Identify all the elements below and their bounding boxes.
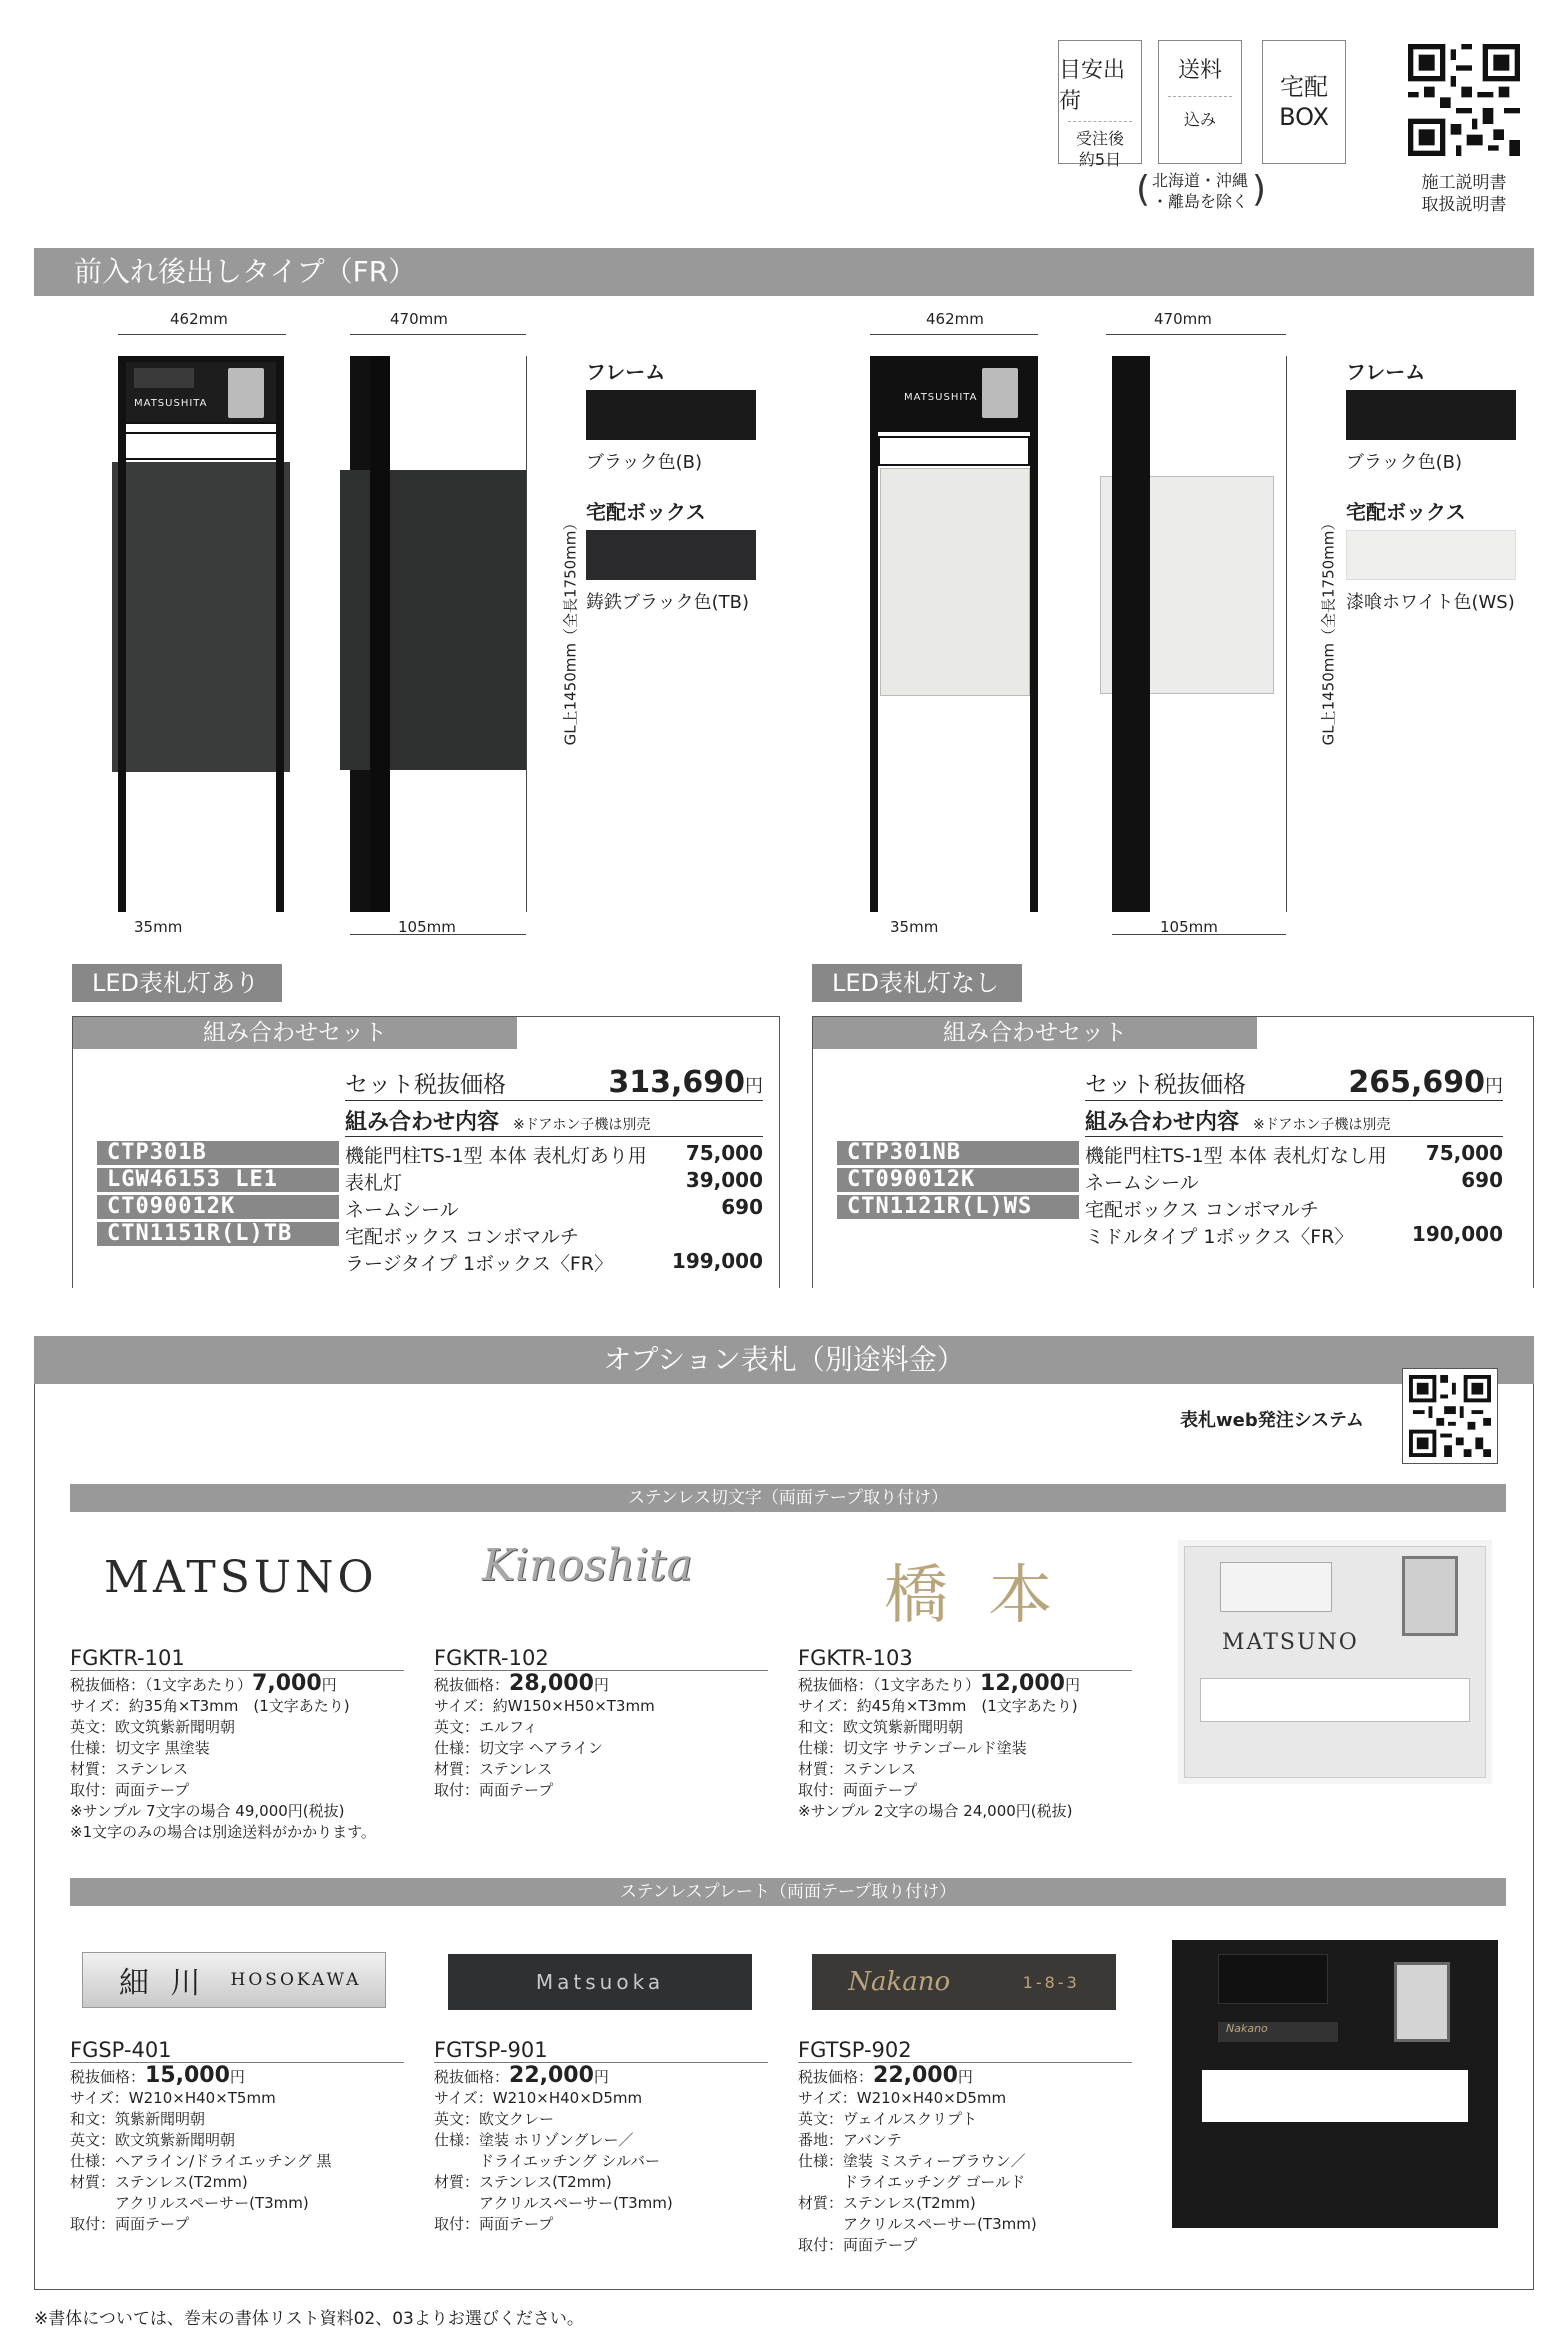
item-name: 機能門柱TS-1型 本体 表札灯なし用 [1085,1145,1387,1167]
frame-color-name: ブラック色(B) [1346,452,1463,473]
price-label: 税抜価格： [70,2068,146,2086]
spec-line: 英文：欧文クレー [434,2110,555,2128]
installed-plate: Nakano [1218,2022,1338,2042]
product-price [798,1673,1132,1696]
plate-roman: HOSOKAWA [230,1970,362,1990]
set-price-value: 265,690 [1348,1065,1485,1100]
spec-line: 取付：両面テープ [434,2215,554,2233]
leg-width-label: 35mm [134,918,183,936]
sample-kinoshita-image: Kinoshita [482,1540,693,1591]
frame-color-name: ブラック色(B) [586,452,703,473]
item-amount: 75,000 [685,1141,763,1165]
frame-swatch [586,390,756,440]
product-card [798,2040,1132,2256]
sample-hosokawa-plate [82,1952,386,2008]
light-module [1218,1954,1328,2004]
set-content-row [345,1105,763,1137]
set-item [345,1195,763,1222]
product-code: FGKTR-101 [70,1648,404,1671]
yen: 円 [957,2068,973,2086]
code-tag: CT090012K [97,1195,339,1219]
product-price [434,2065,768,2088]
spec-line: 材質：ステンレス [798,1760,917,1778]
spec-line: 仕様：切文字 ヘアライン [434,1739,603,1757]
installed-nameplate: MATSUNO [1222,1630,1359,1655]
sample-matsuno-image: MATSUNO [104,1552,378,1603]
product-price [70,2065,404,2088]
set-price-label: セット税抜価格 [1085,1072,1246,1098]
price-value: 22,000 [509,2063,594,2088]
shipping-fee-box [1158,40,1242,164]
light-module [134,368,194,388]
product-card [70,2040,404,2235]
spec-line: 材質：ステンレス(T2mm) [434,2173,612,2191]
plate-number: 1-8-3 [1022,1972,1080,1992]
spec-line: サイズ：W210×H40×T5mm [70,2089,276,2107]
shipping-note-line: ・離島を除く [1151,192,1248,211]
spec-line: 英文：エルフィ [434,1718,538,1736]
item-amount: 690 [721,1195,763,1219]
spec-line: 和文：筑紫新聞明朝 [70,2110,206,2128]
product-code: FGSP-401 [70,2040,404,2063]
set-item [345,1249,763,1276]
spec-line: ドライエッチング ゴールド [798,2173,1026,2191]
spec-line: サイズ：W210×H40×D5mm [434,2089,643,2107]
qr-label: 取扱説明書 [1421,195,1507,215]
set-content-label: 組み合わせ内容 [345,1110,500,1135]
section-title-options: オプション表札（別途料金） [34,1336,1534,1384]
side-post-front [370,356,390,912]
set-item [1085,1141,1503,1168]
product-code: FGKTR-103 [798,1648,1132,1671]
web-order-label: 表札web発注システム [1180,1410,1364,1431]
intercom-icon [1394,1962,1450,2042]
spec-line: アクリルスペーサー(T3mm) [70,2194,309,2212]
delivery-box-badge [1262,40,1346,164]
yen: 円 [593,1676,609,1694]
spec-line: ※サンプル 2文字の場合 24,000円(税抜) [798,1802,1073,1820]
spec-line: 取付：両面テープ [798,2236,918,2254]
spec-line: サイズ：約W150×H50×T3mm [434,1697,655,1715]
intercom-icon [228,368,264,418]
shipping-note [1140,170,1260,212]
set-item [1085,1168,1503,1195]
side-box-body [340,470,526,770]
nameplate: MATSUSHITA [134,398,208,409]
item-name: 機能門柱TS-1型 本体 表札灯あり用 [345,1145,647,1167]
delivery-box-title: 宅配 BOX [1279,73,1329,131]
spec-line: 英文：欧文筑紫新聞明朝 [70,1718,236,1736]
shipping-estimate-title: 目安出荷 [1059,58,1126,114]
set-price-row [1085,1065,1503,1101]
height-label: GL上1450mm（全長1750mm） [561,515,580,746]
code-tag: CTN1151R(L)TB [97,1222,339,1246]
divider [1168,96,1232,97]
spec-line: アクリルスペーサー(T3mm) [798,2215,1037,2233]
spec-line: 取付：両面テープ [70,1781,190,1799]
set-item [1085,1222,1503,1249]
front-leg-right [276,356,284,912]
box-color-name: 鋳鉄ブラック色(TB) [586,592,750,613]
shipping-estimate-box [1058,40,1142,169]
plate-script: Nakano [848,1967,951,1997]
intercom-icon [982,368,1018,418]
front-box-body [112,462,290,772]
price-label: 税抜価格：（1文字あたり） [798,1676,981,1694]
box-swatch [1346,530,1516,580]
led-without-tag: LED表札灯なし [812,964,1022,1002]
front-slot [124,432,278,460]
spec-line: 仕様：塗装 ホリゾングレー／ [434,2131,634,2149]
width-front-label: 462mm [170,310,228,328]
set-codes [97,1141,339,1249]
manual-qr-code-icon[interactable] [1408,44,1520,156]
spec-line: ※サンプル 7文字の場合 49,000円(税抜) [70,1802,345,1820]
price-label: 税抜価格： [434,2068,510,2086]
product-price [798,2065,1132,2088]
item-amount: 199,000 [671,1249,763,1273]
price-label: 税抜価格： [434,1676,510,1694]
front-leg-left [870,356,878,912]
set-box-left [72,1016,780,1288]
set-header: 組み合わせセット [73,1017,517,1049]
set-price-label: セット税抜価格 [345,1072,506,1098]
price-value: 7,000 [252,1671,322,1696]
set-header: 組み合わせセット [813,1017,1257,1049]
item-amount: 39,000 [685,1168,763,1192]
frame-swatch [1346,390,1516,440]
spec-line: サイズ：約45角×T3mm (1文字あたり) [798,1697,1078,1715]
section-title-fr: 前入れ後出しタイプ（FR） [34,248,1534,296]
price-value: 22,000 [873,2063,958,2088]
product-price [434,1673,768,1696]
spec-line: 取付：両面テープ [798,1781,918,1799]
leg-width-label: 35mm [890,918,939,936]
front-box-body [880,468,1030,696]
spec-line: 取付：両面テープ [70,2215,190,2233]
plate-text: Matsuoka [535,1970,665,1994]
qr-labels [1404,172,1524,216]
spec-line: 仕様：ヘアライン/ドライエッチング 黒 [70,2152,332,2170]
set-price [608,1065,763,1100]
spec-line: 英文：欧文筑紫新聞明朝 [70,2131,236,2149]
set-price-row [345,1065,763,1101]
shipping-estimate-sub: 受注後 [1075,129,1124,148]
dim-line [350,934,526,935]
set-content-row [1085,1105,1503,1137]
item-name: 表札灯 [345,1172,403,1194]
set-box-right [812,1016,1534,1288]
width-side-label: 470mm [1154,310,1212,328]
set-item [345,1141,763,1168]
sample-matsuoka-plate [448,1954,752,2010]
product-code: FGTSP-902 [798,2040,1132,2063]
led-with-tag: LED表札灯あり [72,964,282,1002]
subheader-cut-letters: ステンレス切文字（両面テープ取り付け） [70,1484,1506,1512]
slot [1202,2070,1468,2122]
item-name: ネームシール [1085,1172,1199,1194]
spec-line: 材質：ステンレス(T2mm) [70,2173,248,2191]
qr-label: 施工説明書 [1421,173,1507,193]
yen: 円 [745,1076,763,1097]
frame-label: フレーム [586,360,666,384]
code-tag: LGW46153 LE1 [97,1168,339,1192]
bracket-icon: ( [1136,169,1151,210]
frame-label: フレーム [1346,360,1426,384]
spec-line: 仕様：切文字 サテンゴールド塗装 [798,1739,1027,1757]
spec-line: 仕様：塗装 ミスティーブラウン／ [798,2152,1026,2170]
yen: 円 [1485,1076,1503,1097]
set-item [1085,1195,1503,1222]
shipping-note-line: 北海道・沖縄 [1151,171,1248,190]
spec-line: 番地：アバンテ [798,2131,902,2149]
box-color-name: 漆喰ホワイト色(WS) [1346,592,1515,613]
light-module [1220,1562,1332,1612]
spec-line: 英文：ヴェイルスクリプト [798,2110,977,2128]
dim-line [870,334,1038,335]
web-order-qr-code-icon[interactable] [1402,1368,1498,1464]
box-label: 宅配ボックス [1346,500,1466,524]
code-tag: CTP301NB [837,1141,1079,1165]
yen: 円 [321,1676,337,1694]
price-label: 税抜価格：（1文字あたり） [70,1676,253,1694]
code-tag: CT090012K [837,1168,1079,1192]
item-name: 宅配ボックス コンボマルチ [345,1226,579,1248]
set-codes [837,1141,1079,1222]
yen: 円 [593,2068,609,2086]
divider [1068,121,1132,122]
set-price-value: 313,690 [608,1065,745,1100]
price-value: 12,000 [980,1671,1065,1696]
width-side-label: 470mm [390,310,448,328]
dim-line [1106,334,1286,335]
dim-line [1286,356,1287,912]
item-amount: 75,000 [1425,1141,1503,1165]
installed-sample-photo-white [1178,1540,1492,1784]
dim-line [118,334,286,335]
item-name: ネームシール [345,1199,459,1221]
price-label: 税抜価格： [798,2068,874,2086]
product-code: FGKTR-102 [434,1648,768,1671]
item-amount: 190,000 [1411,1222,1503,1246]
dim-line [526,356,527,912]
shipping-fee-sub: 込み [1183,110,1216,129]
front-leg-right [1030,356,1038,912]
spec-line: 材質：ステンレス [70,1760,189,1778]
width-front-label: 462mm [926,310,984,328]
code-tag: CTP301B [97,1141,339,1165]
intercom-icon [1402,1556,1458,1636]
product-card [434,2040,768,2235]
spec-line: サイズ：約35角×T3mm (1文字あたり) [70,1697,350,1715]
set-item [345,1168,763,1195]
set-item [345,1222,763,1249]
yen: 円 [1064,1676,1080,1694]
sample-nakano-plate [812,1954,1116,2010]
shipping-estimate-sub: 約5日 [1078,150,1122,169]
box-label: 宅配ボックス [586,500,706,524]
item-name: ミドルタイプ 1ボックス〈FR〉 [1085,1226,1354,1248]
set-price [1348,1065,1503,1100]
subheader-plates: ステンレスプレート（両面テープ取り付け） [70,1878,1506,1906]
product-price [70,1673,404,1696]
side-post [1112,356,1150,912]
post-width-label: 105mm [1160,918,1218,936]
spec-line: 材質：ステンレス [434,1760,553,1778]
item-name: 宅配ボックス コンボマルチ [1085,1199,1319,1221]
spec-line: ※1文字のみの場合は別途送料がかかります。 [70,1823,376,1841]
footer-note: ※書体については、巻末の書体リスト資料02、03よりお選びください。 [34,2309,584,2329]
nameplate: MATSUSHITA [904,392,978,403]
price-value: 28,000 [509,1671,594,1696]
set-content-note: ※ドアホン子機は別売 [1253,1117,1391,1133]
set-content-label: 組み合わせ内容 [1085,1110,1240,1135]
code-tag: CTN1121R(L)WS [837,1195,1079,1219]
installed-sample-photo-black [1172,1940,1498,2228]
product-card [434,1648,768,1801]
plate-kanji: 細 川 [119,1966,207,2001]
set-content-note: ※ドアホン子機は別売 [513,1117,651,1133]
price-value: 15,000 [145,2063,230,2088]
spec-line: ドライエッチング シルバー [434,2152,660,2170]
product-card [70,1648,404,1843]
sample-hashimoto-image: 橋 本 [884,1559,1063,1633]
product-code: FGTSP-901 [434,2040,768,2063]
post-width-label: 105mm [398,918,456,936]
spec-line: 材質：ステンレス(T2mm) [798,2194,976,2212]
item-amount: 690 [1461,1168,1503,1192]
front-leg-left [118,356,126,912]
front-slot [878,436,1030,466]
spec-line: 取付：両面テープ [434,1781,554,1799]
height-label: GL上1450mm（全長1750mm） [1319,515,1338,746]
dim-line [350,334,526,335]
item-name: ラージタイプ 1ボックス〈FR〉 [345,1253,613,1275]
spec-line: サイズ：W210×H40×D5mm [798,2089,1007,2107]
product-card [798,1648,1132,1822]
dim-line [1112,934,1286,935]
box-swatch [586,530,756,580]
spec-line: 和文：欧文筑紫新聞明朝 [798,1718,964,1736]
yen: 円 [229,2068,245,2086]
shipping-fee-title: 送料 [1177,58,1222,83]
spec-line: 仕様：切文字 黒塗装 [70,1739,210,1757]
spec-line: アクリルスペーサー(T3mm) [434,2194,673,2212]
slot [1200,1678,1470,1722]
bracket-icon: ) [1252,169,1267,210]
